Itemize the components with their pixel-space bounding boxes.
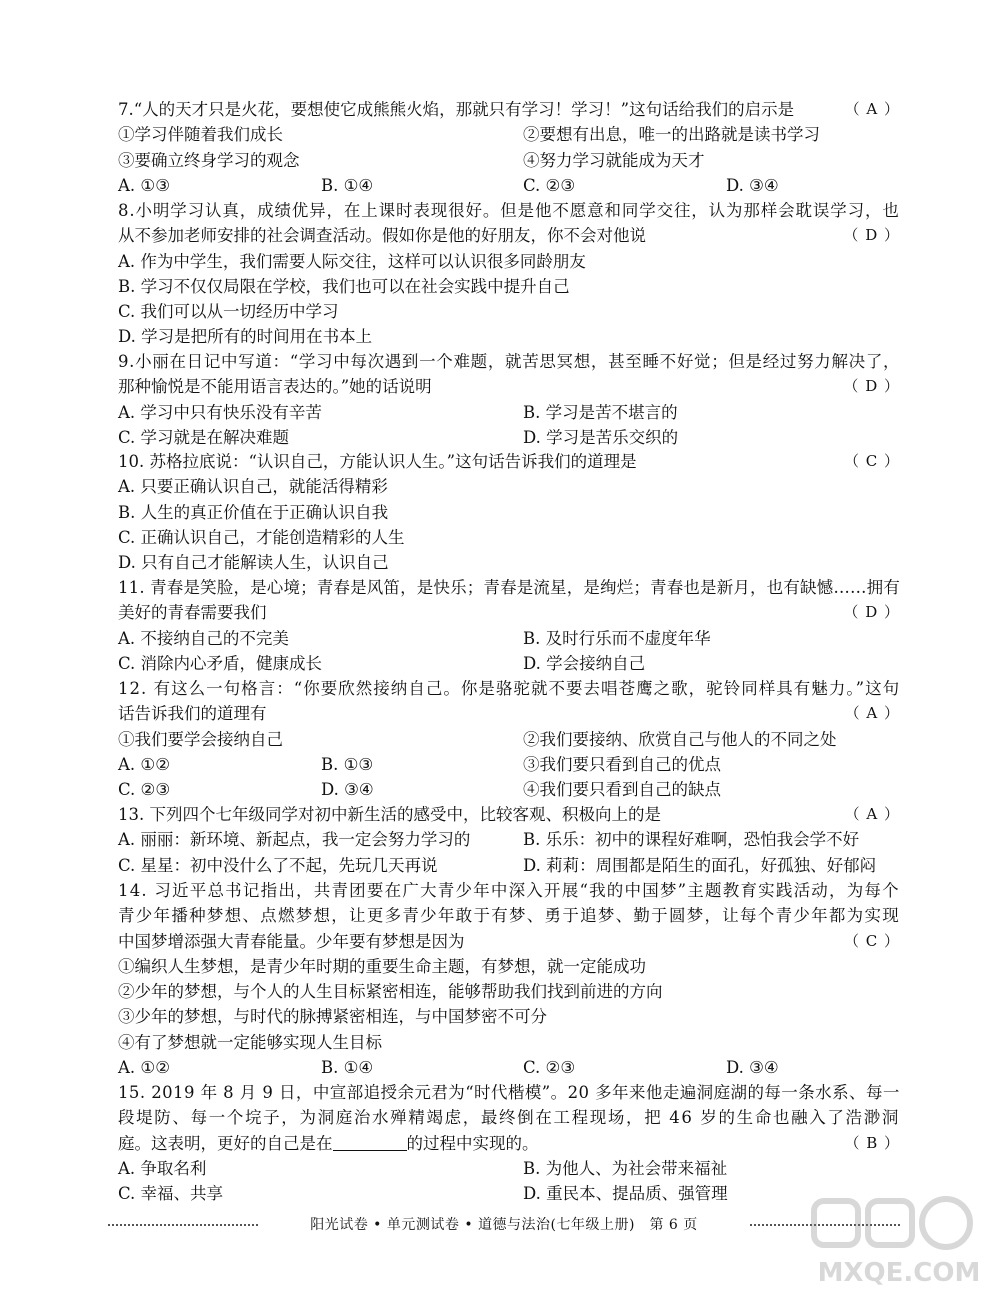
option-row xyxy=(118,853,900,878)
choice-c: C. ②③ xyxy=(118,780,171,800)
question-stem-line xyxy=(118,676,900,701)
option-c: C. 幸福、共享 xyxy=(118,1184,224,1204)
statement-row xyxy=(118,148,900,173)
question-9 xyxy=(118,349,900,450)
choice-b: B. ①③ xyxy=(321,754,374,774)
question-14 xyxy=(118,878,900,1080)
stem-text: 段堤防、每一个垸子，为洞庭治水殚精竭虑，最终倒在工程现场，把 46 岁的生命也融入了浩渺洞 xyxy=(118,1108,900,1128)
option-b: B. 学习不仅仅局限在学校，我们也可以在社会实践中提升自己 xyxy=(118,276,570,296)
option-row xyxy=(118,400,900,425)
choice-c: C. ②③ xyxy=(523,1058,576,1078)
statement: ③要确立终身学习的观念 xyxy=(118,150,300,170)
stem-text: 14. 习近平总书记指出，共青团要在广大青少年中深入开展“我的中国梦”主题教育实践活动，为每个 xyxy=(118,881,900,900)
stem-text: 美好的青春需要我们 xyxy=(118,603,267,623)
option-row xyxy=(118,500,900,525)
answer-mark: （ C ） xyxy=(843,931,900,950)
choice-a: A. ①② xyxy=(118,1058,170,1078)
question-stem-line xyxy=(118,198,900,223)
question-stem-line xyxy=(118,701,900,726)
option-c: C. 消除内心矛盾，健康成长 xyxy=(118,653,323,673)
watermark-logo-icon xyxy=(804,1193,994,1293)
option-row xyxy=(118,1156,900,1181)
statement-row xyxy=(118,979,900,1004)
option-c: C. 学习就是在解决难题 xyxy=(118,427,290,447)
stem-text: 中国梦增添强大青春能量。少年要有梦想是因为 xyxy=(118,931,465,951)
choice-row xyxy=(118,1055,900,1080)
stem-text: 青少年播种梦想、点燃梦想，让更多青少年敢于有梦、勇于追梦、勤于圆梦，让每个青少年都为实现 xyxy=(118,906,900,926)
stem-text: 那种愉悦是不能用语言表达的。”她的话说明 xyxy=(118,377,432,397)
question-stem-line xyxy=(118,903,900,928)
question-stem-line xyxy=(118,1131,900,1156)
option-row xyxy=(118,249,900,274)
stem-text: 12. 有这么一句格言：“你要欣然接纳自己。你是骆驼就不要去唱苍鹰之歌，驼铃同样具有魅力。”这句 xyxy=(118,679,901,698)
question-stem-line xyxy=(118,929,900,954)
option-d: D. 学习是把所有的时间用在书本上 xyxy=(118,327,373,347)
statement-row xyxy=(118,1004,900,1029)
stem-text: 7.“人的天才只是火花，要想使它成熊熊火焰，那就只有学习！学习！”这句话给我们的启示是 xyxy=(118,100,795,119)
statement: ④我们要只看到自己的缺点 xyxy=(523,780,721,800)
option-row xyxy=(118,651,900,676)
option-row xyxy=(118,626,900,651)
question-12 xyxy=(118,676,900,802)
option-c: C. 正确认识自己，才能创造精彩的人生 xyxy=(118,527,405,547)
option-a: A. 只要正确认识自己，就能活得精彩 xyxy=(118,477,388,497)
page-footer xyxy=(108,1212,900,1238)
statement: ①学习伴随着我们成长 xyxy=(118,125,283,145)
choice-a: A. ①③ xyxy=(118,175,170,195)
answer-mark: （ A ） xyxy=(844,704,900,723)
option-row xyxy=(118,550,900,575)
option-d: D. 学习是苦乐交织的 xyxy=(523,427,679,447)
question-10 xyxy=(118,449,900,575)
option-b: B. 人生的真正价值在于正确认识自我 xyxy=(118,502,389,522)
choice-b: B. ①④ xyxy=(321,1058,374,1078)
choice-c: C. ②③ xyxy=(523,175,576,195)
question-stem-line xyxy=(118,97,900,122)
choice-a: A. ①② xyxy=(118,754,170,774)
statement: ②少年的梦想，与个人的人生目标紧密相连，能够帮助我们找到前进的方向 xyxy=(118,982,663,1002)
option-row xyxy=(118,1181,900,1206)
statement: ④有了梦想就一定能够实现人生目标 xyxy=(118,1032,382,1052)
stem-text: 10. 苏格拉底说：“认识自己，方能认识人生。”这句话告诉我们的道理是 xyxy=(118,452,637,471)
option-d: D. 重民本、提品质、强管理 xyxy=(523,1184,728,1204)
choice-b: B. ①④ xyxy=(321,175,374,195)
stem-text: 庭。这表明，更好的自己是在 xyxy=(118,1133,333,1153)
option-a: A. 作为中学生，我们需要人际交往，这样可以认识很多同龄朋友 xyxy=(118,251,586,271)
question-7 xyxy=(118,97,900,198)
question-stem-line xyxy=(118,878,900,903)
answer-mark: （ B ） xyxy=(844,1133,900,1152)
answer-mark: （ D ） xyxy=(843,377,900,396)
footer-text: 阳光试卷 • 单元测试卷 • 道德与法治(七年级上册) 第 6 页 xyxy=(310,1217,698,1233)
option-d: D. 莉莉：周围都是陌生的面孔，好孤独、好郁闷 xyxy=(523,855,877,875)
question-stem-line xyxy=(118,1080,900,1105)
question-stem-line xyxy=(118,223,900,248)
question-stem-line xyxy=(118,374,900,399)
stem-text: 8.小明学习认真，成绩优异，在上课时表现很好。但是他不愿意和同学交往，认为那样会耽误学习，也 xyxy=(118,201,900,220)
option-b: B. 为他人、为社会带来福祉 xyxy=(523,1158,728,1178)
option-d: D. 只有自己才能解读人生，认识自己 xyxy=(118,553,389,573)
question-15 xyxy=(118,1080,900,1206)
answer-mark: （ D ） xyxy=(843,603,900,622)
statement: ①编织人生梦想，是青少年时期的重要生命主题，有梦想，就一定能成功 xyxy=(118,956,646,976)
choice-d: D. ③④ xyxy=(726,175,779,195)
option-row xyxy=(118,274,900,299)
option-c: C. 我们可以从一切经历中学习 xyxy=(118,302,339,322)
statement: ④努力学习就能成为天才 xyxy=(523,150,705,170)
option-row xyxy=(118,425,900,450)
stem-text: 的过程中实现的。 xyxy=(406,1133,539,1153)
statement-row xyxy=(118,1030,900,1055)
choice-d: D. ③④ xyxy=(726,1058,779,1078)
choice-row xyxy=(118,173,900,198)
question-stem-line xyxy=(118,575,900,600)
question-stem-line xyxy=(118,449,900,474)
question-stem-line xyxy=(118,349,900,374)
answer-mark: （ D ） xyxy=(843,226,900,245)
stem-text: 话告诉我们的道理有 xyxy=(118,704,267,724)
option-b: B. 乐乐：初中的课程好难啊，恐怕我会学不好 xyxy=(523,830,860,850)
option-row xyxy=(118,324,900,349)
choice-row xyxy=(118,752,900,777)
statement: ②要想有出息，唯一的出路就是读书学习 xyxy=(523,125,820,145)
question-stem-line xyxy=(118,1105,900,1130)
question-8 xyxy=(118,198,900,350)
statement-row xyxy=(118,122,900,147)
option-c: C. 星星：初中没什么了不起，先玩几天再说 xyxy=(118,855,438,875)
fill-blank xyxy=(333,1132,407,1151)
statement-row xyxy=(118,954,900,979)
question-13 xyxy=(118,802,900,878)
stem-text: 9.小丽在日记中写道：“学习中每次遇到一个难题，就苦思冥想，甚至睡不好觉；但是经过努力解决了， xyxy=(118,352,901,371)
question-11 xyxy=(118,575,900,676)
option-b: B. 学习是苦不堪言的 xyxy=(523,402,678,422)
statement: ③少年的梦想，与时代的脉搏紧密相连，与中国梦密不可分 xyxy=(118,1007,547,1027)
choice-d: D. ③④ xyxy=(321,780,374,800)
statement: ③我们要只看到自己的优点 xyxy=(523,754,721,774)
option-a: A. 丽丽：新环境、新起点，我一定会努力学习的 xyxy=(118,830,471,850)
stem-text: 从不参加老师安排的社会调查活动。假如你是他的好朋友，你不会对他说 xyxy=(118,226,646,246)
option-d: D. 学会接纳自己 xyxy=(523,653,646,673)
stem-text: 11. 青春是笑脸，是心境；青春是风笛，是快乐；青春是流星，是绚烂；青春也是新月，也有缺憾……拥有 xyxy=(118,578,900,597)
option-row xyxy=(118,827,900,852)
answer-mark: （ C ） xyxy=(843,452,900,470)
stem-text: 13. 下列四个七年级同学对初中新生活的感受中，比较客观、积极向上的是 xyxy=(118,805,661,824)
watermark-text: MXQE.COM xyxy=(817,1258,981,1288)
stem-text: 15. 2019 年 8 月 9 日，中宣部追授余元君为“时代楷模”。20 多年来他走遍洞庭湖的每一条水系、每一 xyxy=(118,1083,900,1102)
option-b: B. 及时行乐而不虚度年华 xyxy=(523,628,711,648)
question-stem-line xyxy=(118,600,900,625)
choice-row xyxy=(118,777,900,802)
option-row xyxy=(118,474,900,499)
option-row xyxy=(118,525,900,550)
option-a: A. 学习中只有快乐没有辛苦 xyxy=(118,402,322,422)
answer-mark: （ A ） xyxy=(844,100,900,118)
statement: ①我们要学会接纳自己 xyxy=(118,729,283,749)
statement-row xyxy=(118,727,900,752)
answer-mark: （ A ） xyxy=(844,805,900,823)
option-a: A. 争取名利 xyxy=(118,1158,207,1178)
question-stem-line xyxy=(118,802,900,827)
option-row xyxy=(118,299,900,324)
option-a: A. 不接纳自己的不完美 xyxy=(118,628,289,648)
statement: ②我们要接纳、欣赏自己与他人的不同之处 xyxy=(523,729,837,749)
